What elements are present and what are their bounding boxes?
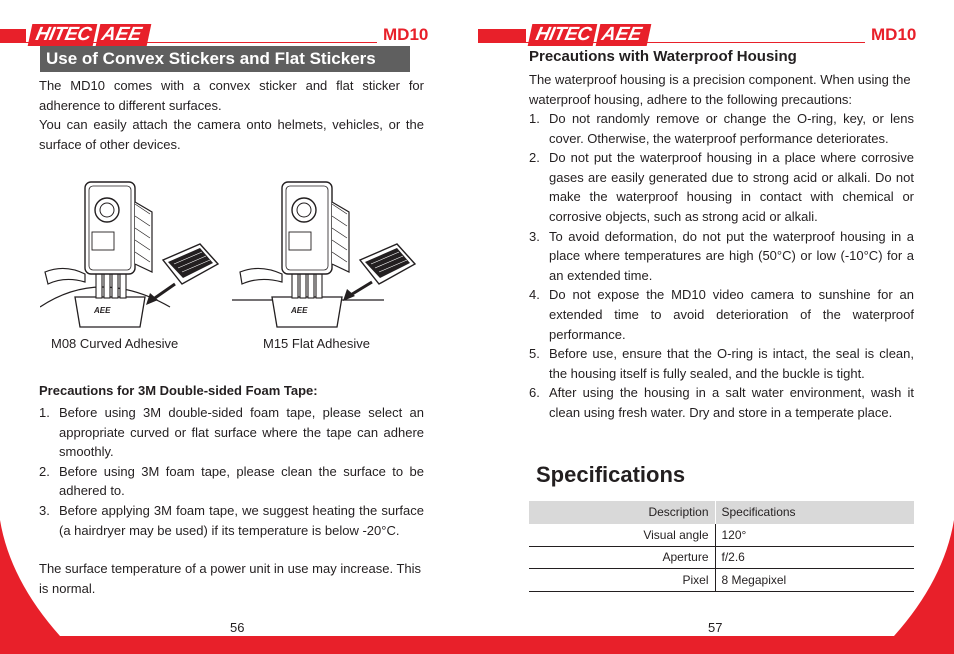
model-name-right: MD10	[865, 25, 922, 45]
flat-adhesive-illustration	[232, 172, 422, 337]
list-item: 1. Do not randomly remove or change the O-ring, key, or lens cover. Otherwise, the waterproof performance deteriorates.	[529, 111, 914, 146]
table-header-cell: Description	[529, 501, 715, 524]
caption-flat: M15 Flat Adhesive	[263, 336, 370, 351]
table-cell: 120°	[715, 524, 914, 547]
housing-steps	[529, 109, 914, 423]
brand-logo-right	[530, 23, 649, 47]
tape-steps	[39, 403, 424, 540]
list-item: 3. Before applying 3M foam tape, we suggest heating the surface (a hairdryer may be used) if its temperature is below -20°C.	[39, 502, 424, 538]
tape-heading: Precautions for 3M Double-sided Foam Tape:	[39, 383, 318, 398]
curved-adhesive-illustration	[40, 172, 220, 337]
list-item: 3. To avoid deformation, do not put the waterproof housing in a place where temperatures are high (50°C) or low (-10°C) for a an extended time.	[529, 228, 914, 283]
brand-hitec: HITEC	[528, 24, 597, 46]
table-header-cell: Specifications	[715, 501, 914, 524]
housing-heading: Precautions with Waterproof Housing	[529, 48, 797, 65]
table-cell: Visual angle	[529, 524, 715, 547]
list-item: 4. Do not expose the MD10 video camera to sunshine for an extended time to avoid deterioration of the waterproof performance.	[529, 287, 914, 342]
table-row	[529, 546, 914, 569]
caption-curved: M08 Curved Adhesive	[51, 336, 179, 351]
table-row	[529, 524, 914, 547]
page-number-left: 56	[230, 620, 245, 635]
list-item: 2. Before using 3M foam tape, please clean the surface to be adhered to.	[39, 463, 424, 499]
table-cell: Pixel	[529, 569, 715, 592]
intro-paragraph-1: The MD10 comes with a convex sticker and flat sticker for adherence to different surfaces.	[39, 78, 424, 113]
surface-note: The surface temperature of a power unit in use may increase. This is normal.	[39, 561, 422, 596]
header-band-left	[0, 29, 26, 43]
housing-intro: The waterproof housing is a precision component. When using the waterproof housing, adhere to the following precautions:	[529, 72, 911, 107]
section-title: Use of Convex Stickers and Flat Stickers	[40, 46, 410, 72]
footer-wave-left	[0, 520, 60, 654]
table-cell: f/2.6	[715, 546, 914, 569]
mount-logo-text: AEE	[94, 306, 111, 315]
model-name-left: MD10	[377, 25, 434, 45]
brand-hitec: HITEC	[28, 24, 97, 46]
list-item: 2. Do not put the waterproof housing in a place where corrosive gases are easily generated due to strong acid or alkali. Do not make the waterproof housing in contact with chemical or corrosive objects, such as strong acid or alkali.	[529, 150, 914, 224]
table-row	[529, 569, 914, 592]
brand-aee: AEE	[95, 24, 151, 46]
list-item: 5. Before use, ensure that the O-ring is intact, the seal is clean, the housing itself is fully sealed, and the buckle is tight.	[529, 346, 914, 381]
list-item: 1. Before using 3M double-sided foam tape, please select an appropriate curved or flat surface where the tape can adhere smoothly.	[39, 405, 424, 460]
specifications-table	[529, 501, 914, 592]
header-band-right	[478, 29, 526, 43]
brand-logo-left	[30, 23, 149, 47]
brand-aee: AEE	[595, 24, 651, 46]
table-cell: Aperture	[529, 546, 715, 569]
page-number-right: 57	[708, 620, 723, 635]
footer-band	[0, 636, 954, 654]
mount-logo-text: AEE	[291, 306, 308, 315]
table-header-row	[529, 501, 914, 524]
intro-paragraph-2: You can easily attach the camera onto helmets, vehicles, or the surface of other devices.	[39, 117, 424, 152]
list-item: 6. After using the housing in a salt water environment, wash it clean using fresh water. Dry and store in a temperate place.	[529, 385, 914, 420]
table-cell: 8 Megapixel	[715, 569, 914, 592]
specifications-title: Specifications	[536, 462, 686, 487]
footer-wave-right	[894, 520, 954, 654]
